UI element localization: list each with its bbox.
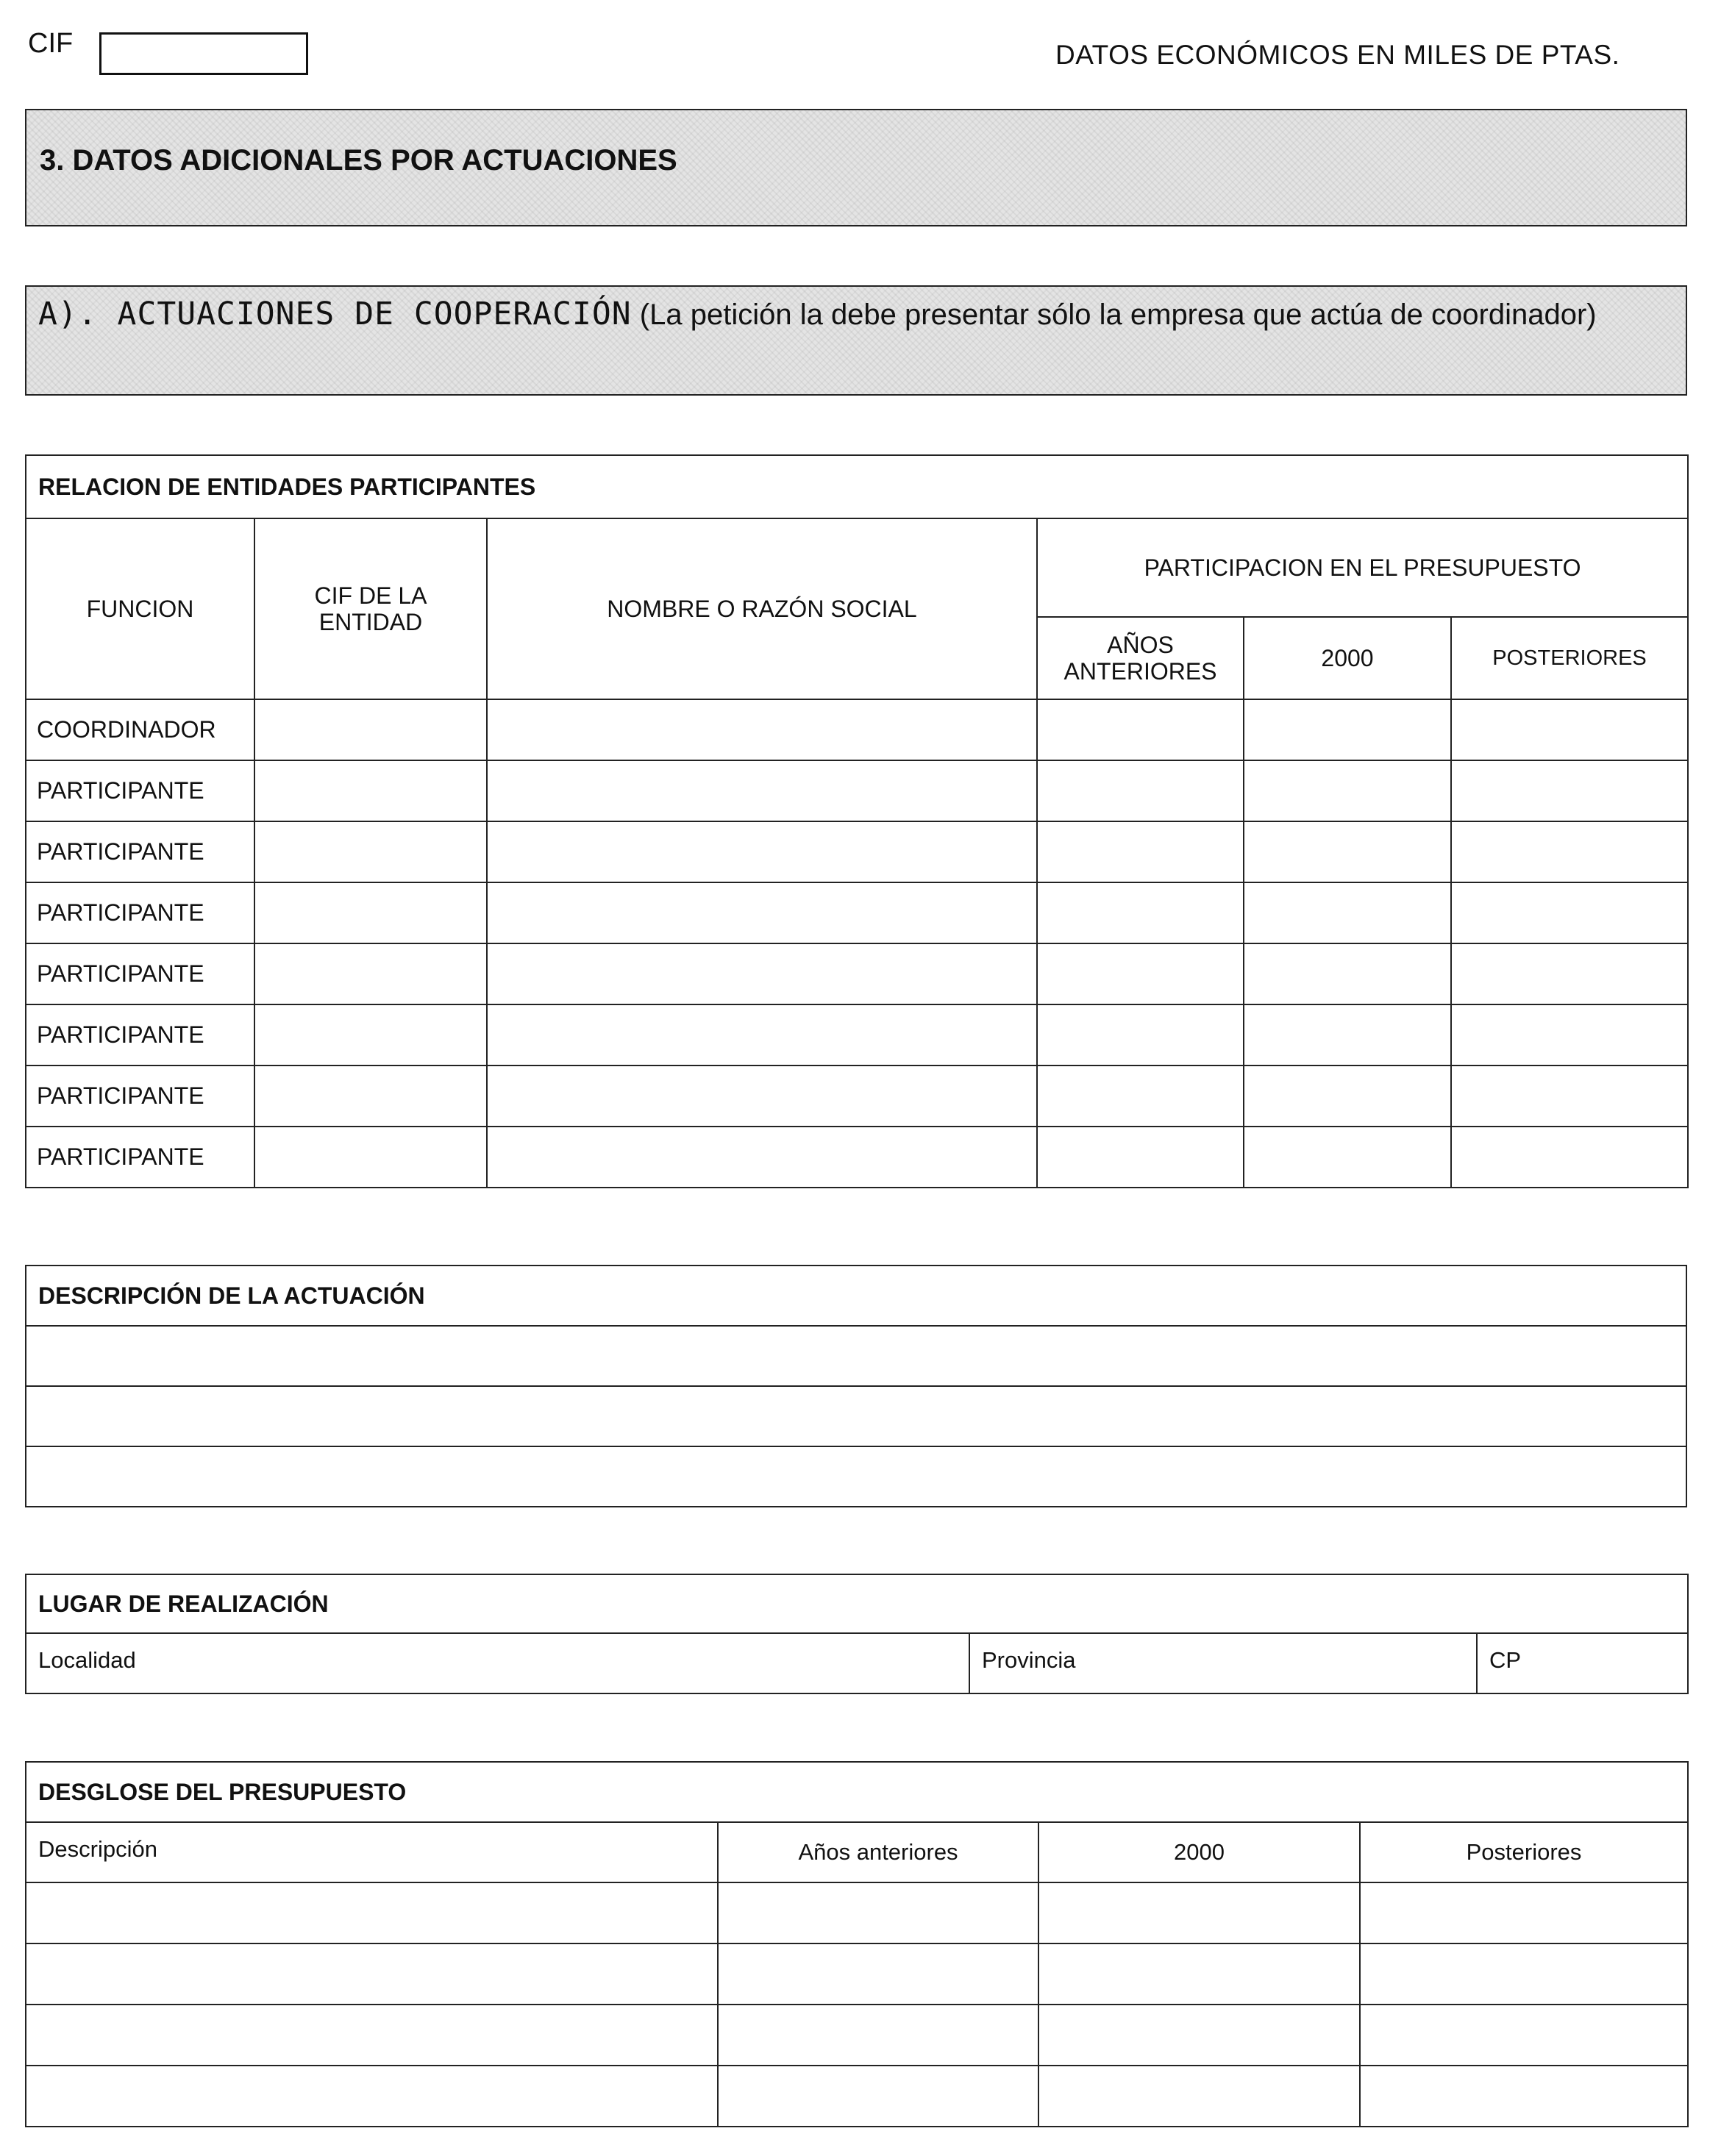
posteriores-cell[interactable] <box>1360 1943 1688 2005</box>
nombre-cell[interactable] <box>487 943 1037 1004</box>
localidad-field[interactable]: Localidad <box>26 1633 969 1693</box>
anteriores-cell[interactable] <box>1037 699 1244 760</box>
posteriores-cell[interactable] <box>1360 2005 1688 2066</box>
posteriores-cell[interactable] <box>1451 1127 1688 1188</box>
table-row <box>26 1127 1688 1188</box>
section-3-title: 3. DATOS ADICIONALES POR ACTUACIONES <box>40 144 677 176</box>
col-2000: 2000 <box>1244 617 1451 699</box>
cif-cell[interactable] <box>254 1065 487 1127</box>
col-cif-entidad: CIF DE LA ENTIDAD <box>254 518 487 699</box>
table-row <box>26 2066 1688 2127</box>
table-row <box>26 760 1688 821</box>
posteriores-cell[interactable] <box>1451 943 1688 1004</box>
description-table <box>25 1265 1687 1507</box>
y2000-cell[interactable] <box>1244 943 1451 1004</box>
nombre-cell[interactable] <box>487 760 1037 821</box>
anteriores-cell[interactable] <box>1037 1127 1244 1188</box>
section-a-title: A). ACTUACIONES DE COOPERACIÓN <box>38 296 632 332</box>
provincia-field[interactable]: Provincia <box>969 1633 1477 1693</box>
table-row <box>26 1882 1688 1943</box>
anteriores-cell[interactable] <box>1037 943 1244 1004</box>
row-funcion-label: PARTICIPANTE <box>26 943 254 1004</box>
table-row <box>26 2005 1688 2066</box>
posteriores-cell[interactable] <box>1360 1882 1688 1943</box>
participants-table <box>25 454 1689 1188</box>
participants-title: RELACION DE ENTIDADES PARTICIPANTES <box>26 455 1688 518</box>
table-row <box>26 821 1688 882</box>
cif-cell[interactable] <box>254 1127 487 1188</box>
cif-cell[interactable] <box>254 760 487 821</box>
cif-cell[interactable] <box>254 943 487 1004</box>
nombre-cell[interactable] <box>487 821 1037 882</box>
y2000-cell[interactable] <box>1244 699 1451 760</box>
posteriores-cell[interactable] <box>1451 821 1688 882</box>
y2000-cell[interactable] <box>1244 1065 1451 1127</box>
col-descripcion: Descripción <box>26 1822 718 1882</box>
anteriores-cell[interactable] <box>718 2066 1038 2127</box>
row-funcion-label: PARTICIPANTE <box>26 821 254 882</box>
y2000-cell[interactable] <box>1038 1943 1360 2005</box>
cif-cell[interactable] <box>254 821 487 882</box>
nombre-cell[interactable] <box>487 1127 1037 1188</box>
descripcion-cell[interactable] <box>26 1943 718 2005</box>
posteriores-cell[interactable] <box>1451 760 1688 821</box>
cif-label: CIF <box>28 28 74 59</box>
description-title: DESCRIPCIÓN DE LA ACTUACIÓN <box>26 1266 1686 1326</box>
cif-cell[interactable] <box>254 699 487 760</box>
col-2000: 2000 <box>1038 1822 1360 1882</box>
row-funcion-label: PARTICIPANTE <box>26 1065 254 1127</box>
posteriores-cell[interactable] <box>1451 882 1688 943</box>
anteriores-cell[interactable] <box>1037 1004 1244 1065</box>
anteriores-cell[interactable] <box>1037 1065 1244 1127</box>
y2000-cell[interactable] <box>1244 821 1451 882</box>
y2000-cell[interactable] <box>1038 2066 1360 2127</box>
col-nombre: NOMBRE O RAZÓN SOCIAL <box>487 518 1037 699</box>
economic-data-note: DATOS ECONÓMICOS EN MILES DE PTAS. <box>1055 40 1620 70</box>
anteriores-cell[interactable] <box>1037 821 1244 882</box>
location-table <box>25 1574 1689 1694</box>
anteriores-cell[interactable] <box>718 2005 1038 2066</box>
section-a-banner <box>25 285 1687 396</box>
description-line[interactable] <box>26 1386 1686 1446</box>
anteriores-cell[interactable] <box>1037 882 1244 943</box>
descripcion-cell[interactable] <box>26 2066 718 2127</box>
table-row <box>26 943 1688 1004</box>
section-a-note: (La petición la debe presentar sólo la empresa que actúa de coordinador) <box>639 299 1597 331</box>
table-row <box>26 1004 1688 1065</box>
row-funcion-label: COORDINADOR <box>26 699 254 760</box>
nombre-cell[interactable] <box>487 1065 1037 1127</box>
y2000-cell[interactable] <box>1244 1127 1451 1188</box>
col-funcion: FUNCION <box>26 518 254 699</box>
cif-input[interactable] <box>99 32 308 75</box>
cp-field[interactable]: CP <box>1477 1633 1688 1693</box>
budget-title: DESGLOSE DEL PRESUPUESTO <box>26 1762 1688 1822</box>
section-3-banner <box>25 109 1687 226</box>
y2000-cell[interactable] <box>1244 760 1451 821</box>
col-posteriores: Posteriores <box>1360 1822 1688 1882</box>
cif-cell[interactable] <box>254 1004 487 1065</box>
anteriores-cell[interactable] <box>1037 760 1244 821</box>
descripcion-cell[interactable] <box>26 2005 718 2066</box>
y2000-cell[interactable] <box>1038 2005 1360 2066</box>
row-funcion-label: PARTICIPANTE <box>26 882 254 943</box>
col-anos-anteriores: Años anteriores <box>718 1822 1038 1882</box>
col-posteriores: POSTERIORES <box>1451 617 1688 699</box>
anteriores-cell[interactable] <box>718 1943 1038 2005</box>
row-funcion-label: PARTICIPANTE <box>26 1004 254 1065</box>
posteriores-cell[interactable] <box>1451 699 1688 760</box>
nombre-cell[interactable] <box>487 1004 1037 1065</box>
anteriores-cell[interactable] <box>718 1882 1038 1943</box>
description-line[interactable] <box>26 1326 1686 1386</box>
description-line[interactable] <box>26 1446 1686 1507</box>
descripcion-cell[interactable] <box>26 1882 718 1943</box>
table-row <box>26 1943 1688 2005</box>
posteriores-cell[interactable] <box>1451 1065 1688 1127</box>
budget-breakdown-table <box>25 1761 1689 2127</box>
table-row <box>26 882 1688 943</box>
y2000-cell[interactable] <box>1038 1882 1360 1943</box>
row-funcion-label: PARTICIPANTE <box>26 760 254 821</box>
location-title: LUGAR DE REALIZACIÓN <box>26 1574 1688 1633</box>
row-funcion-label: PARTICIPANTE <box>26 1127 254 1188</box>
col-anos-anteriores: AÑOS ANTERIORES <box>1037 617 1244 699</box>
table-row <box>26 1065 1688 1127</box>
cif-cell[interactable] <box>254 882 487 943</box>
nombre-cell[interactable] <box>487 699 1037 760</box>
y2000-cell[interactable] <box>1244 1004 1451 1065</box>
table-row <box>26 699 1688 760</box>
col-participacion: PARTICIPACION EN EL PRESUPUESTO <box>1037 518 1688 617</box>
posteriores-cell[interactable] <box>1360 2066 1688 2127</box>
nombre-cell[interactable] <box>487 882 1037 943</box>
posteriores-cell[interactable] <box>1451 1004 1688 1065</box>
y2000-cell[interactable] <box>1244 882 1451 943</box>
